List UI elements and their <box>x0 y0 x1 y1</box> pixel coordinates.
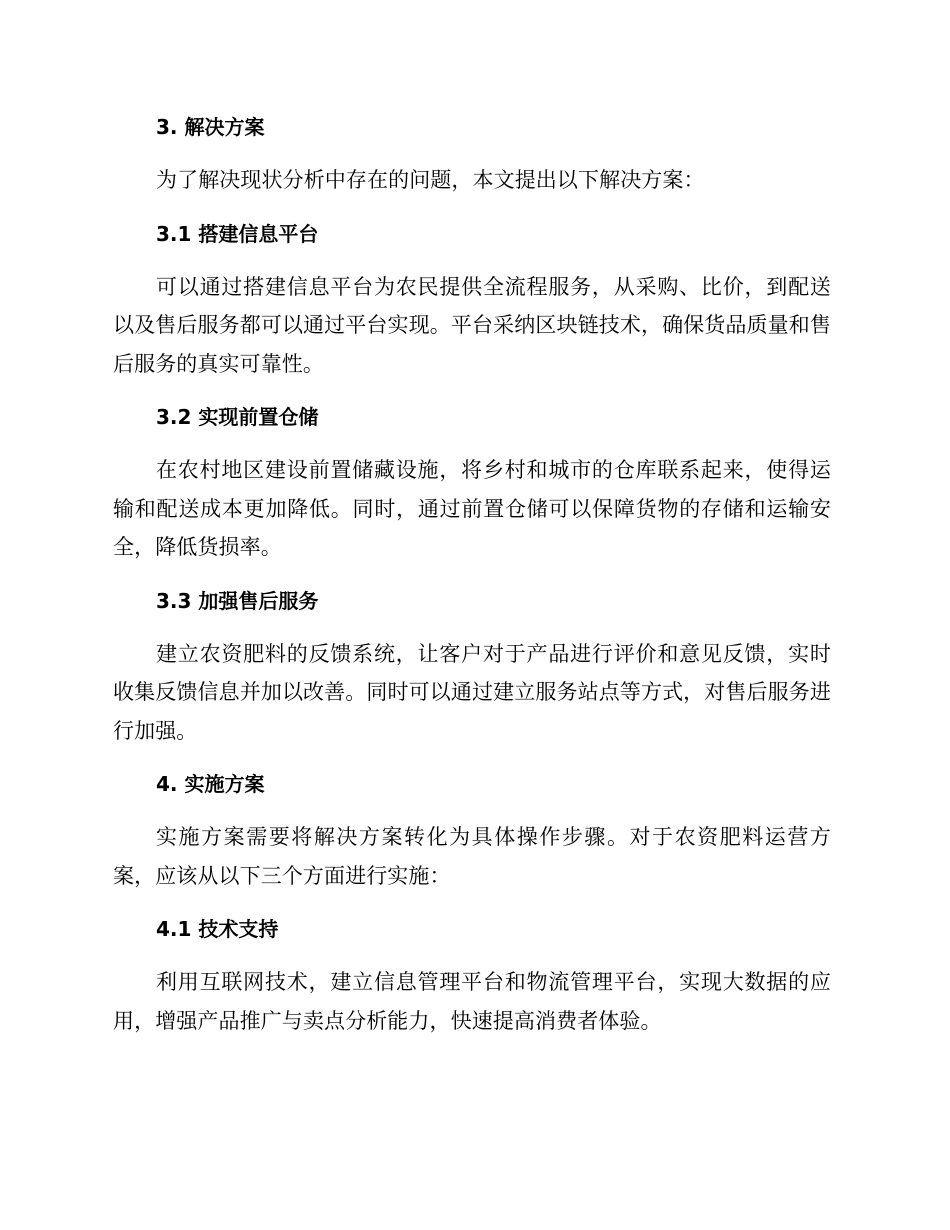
section-heading-3: 3. 解决方案 <box>156 115 265 139</box>
section-heading-4-1: 4.1 技术支持 <box>156 917 279 941</box>
section-heading-3-3: 3.3 加强售后服务 <box>156 588 319 613</box>
section-heading-3-1: 3.1 搭建信息平台 <box>156 221 319 246</box>
section-heading-4: 4. 实施方案 <box>156 772 265 796</box>
paragraph-tech-support: 利用互联网技术，建立信息管理平台和物流管理平台，实现大数据的应用，增强产品推广与卖点分析能力，快速提高消费者体验。 <box>113 970 831 1033</box>
paragraph-front-warehouse: 在农村地区建设前置储藏设施，将乡村和城市的仓库联系起来，使得运输和配送成本更加降低。同时，通过前置仓储可以保障货物的存储和运输安全，降低货损率。 <box>113 458 831 559</box>
document-body <box>113 108 831 1055</box>
paragraph-implementation: 实施方案需要将解决方案转化为具体操作步骤。对于农资肥料运营方案，应该从以下三个方面进行实施： <box>113 825 831 888</box>
paragraph-after-sales: 建立农资肥料的反馈系统，让客户对于产品进行评价和意见反馈，实时收集反馈信息并加以改善。同时可以通过建立服务站点等方式，对售后服务进行加强。 <box>113 641 831 743</box>
section-heading-3-2: 3.2 实现前置仓储 <box>156 405 319 429</box>
paragraph-intro-solutions: 为了解决现状分析中存在的问题，本文提出以下解决方案： <box>156 168 705 192</box>
paragraph-info-platform: 可以通过搭建信息平台为农民提供全流程服务，从采购、比价，到配送以及售后服务都可以通过平台实现。平台采纳区块链技术，确保货品质量和售后服务的真实可靠性。 <box>113 274 831 376</box>
